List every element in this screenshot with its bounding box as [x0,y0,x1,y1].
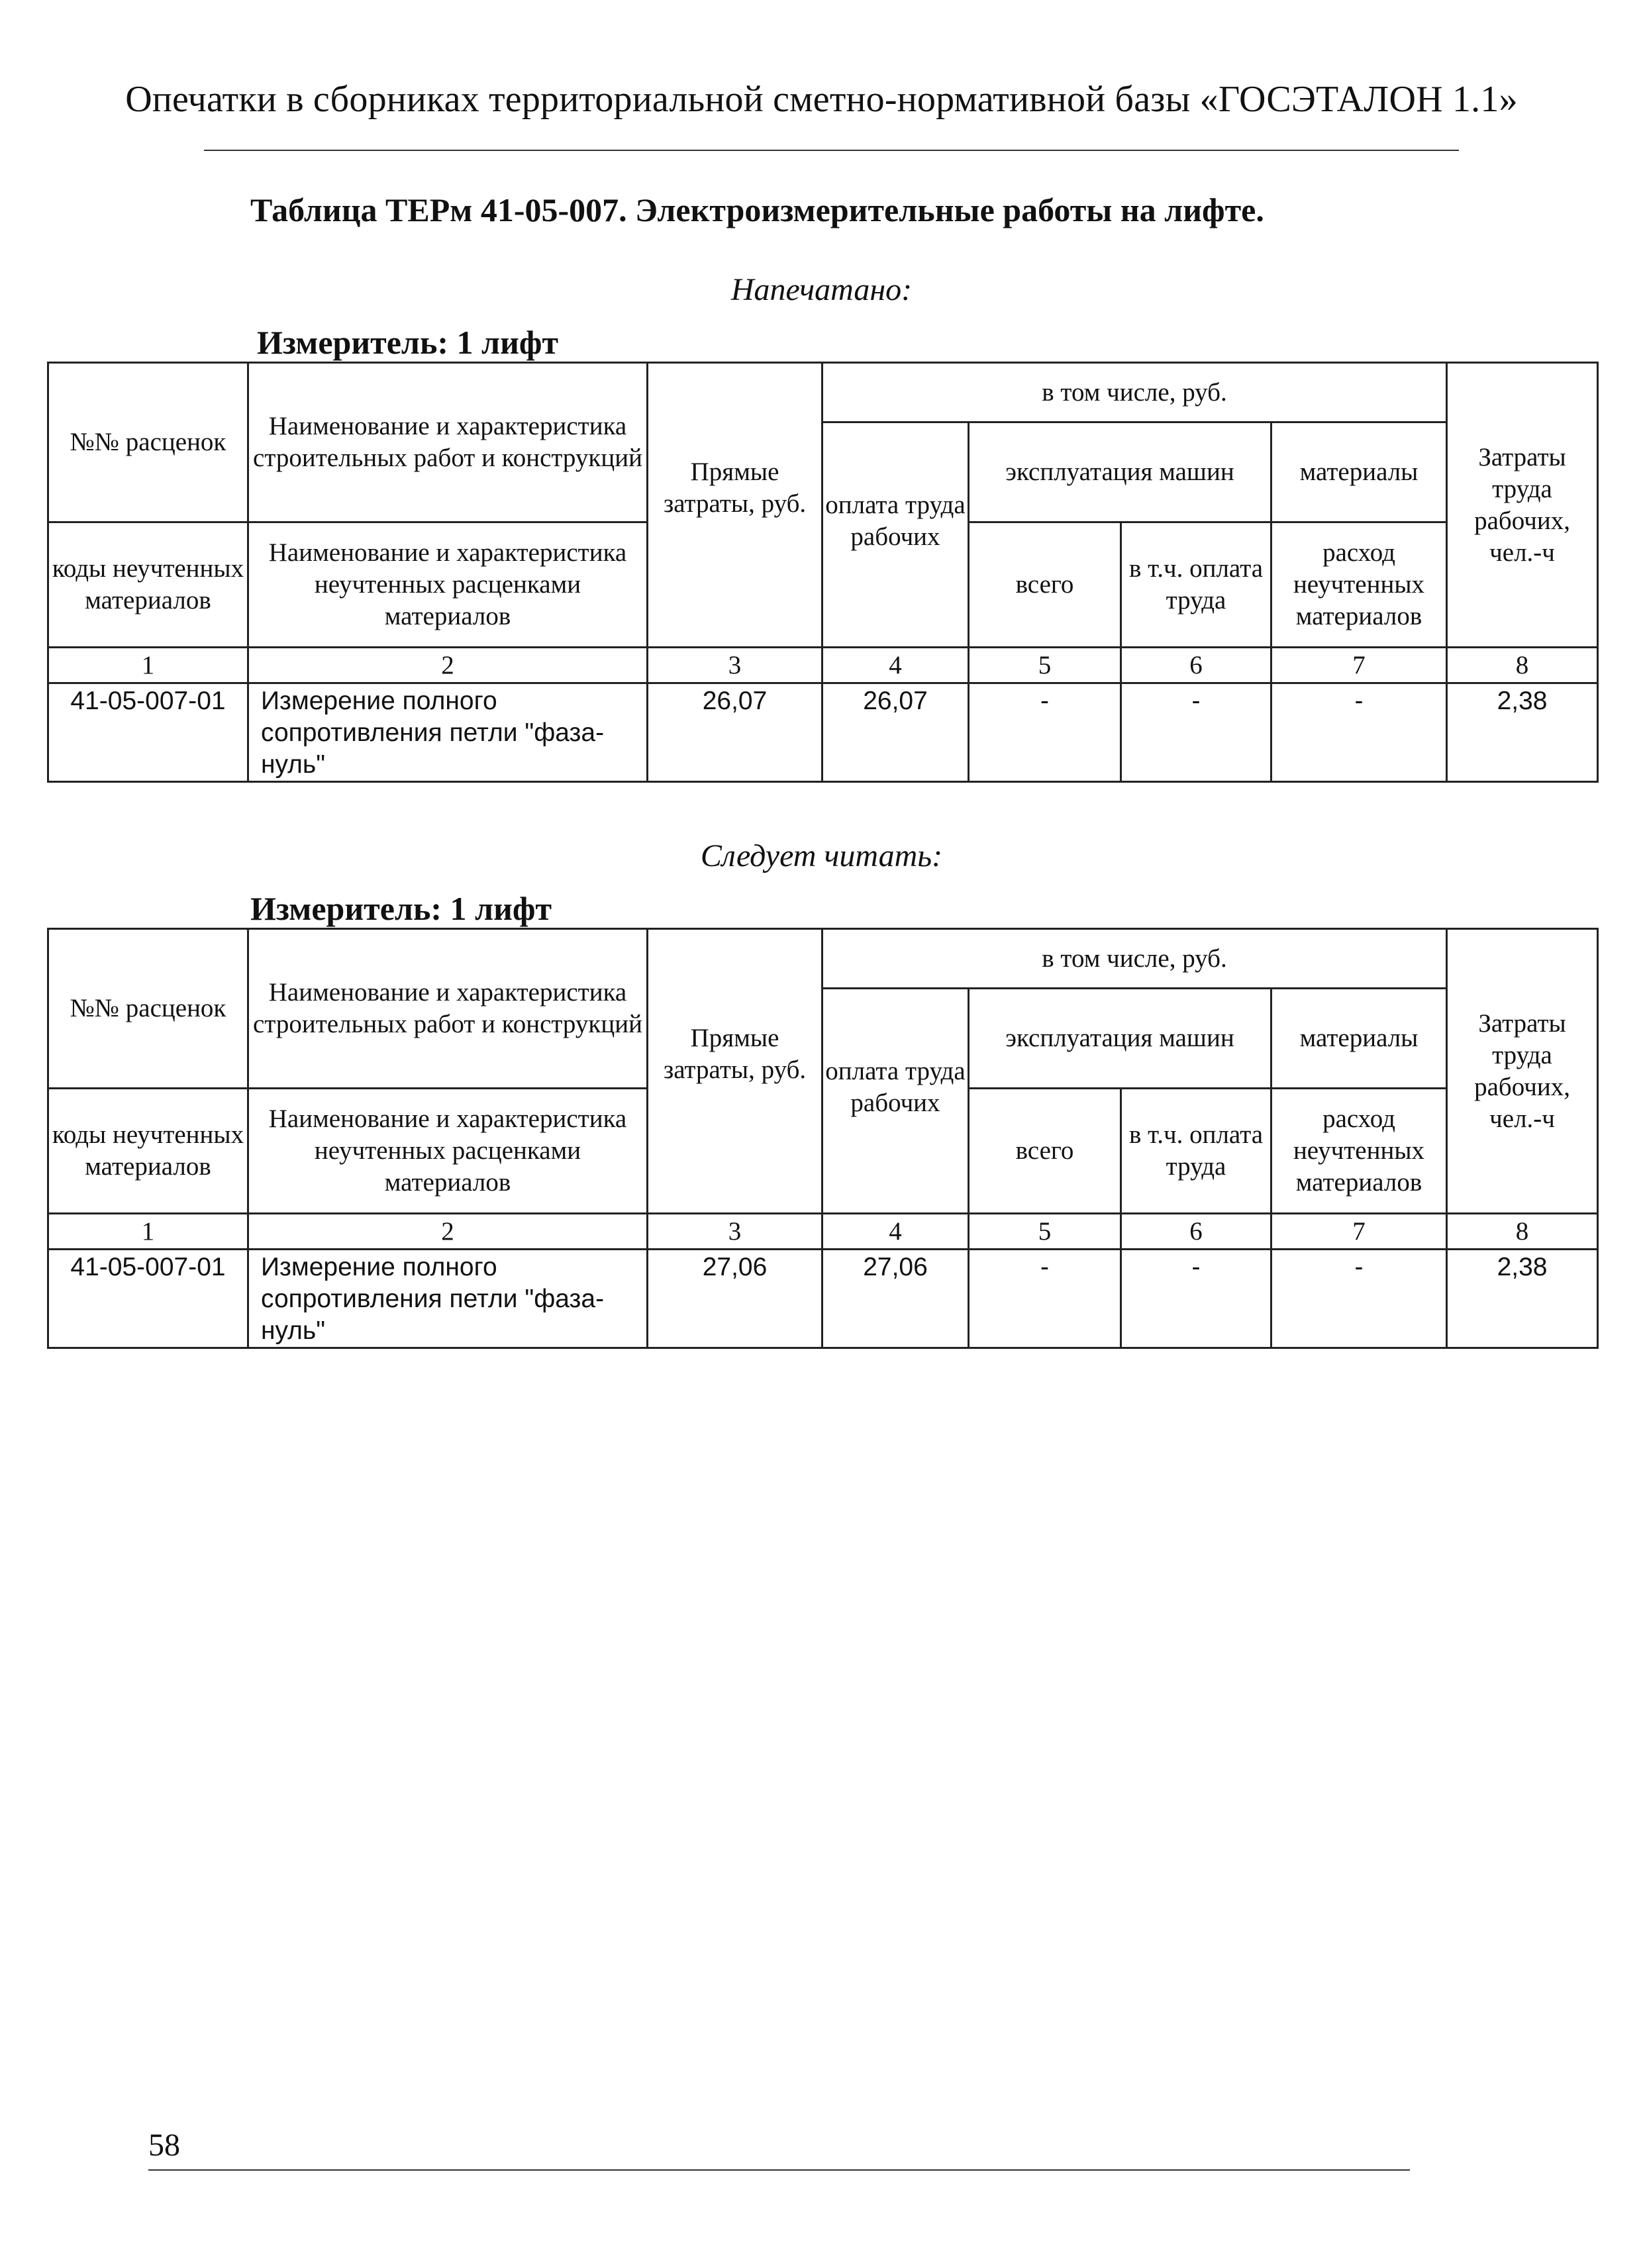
work-description: Измерение полного сопротивления петли "фаза-нуль" [248,1250,648,1348]
column-number: 3 [648,648,822,683]
col-unaccounted-use-header: расход неучтенных материалов [1271,522,1447,648]
column-number: 5 [969,1214,1121,1250]
col-unaccounted-name-header: Наименование и характеристика неучтенных расценками материалов [248,1089,648,1214]
header-divider [204,150,1459,151]
col-rate-no-header: №№ расценок [48,929,248,1089]
direct-costs-value: 27,06 [648,1250,822,1348]
col-total-header: всего [969,1089,1121,1214]
col-labor-pay-header: оплата труда рабочих [822,989,969,1214]
col-materials-header: материалы [1271,989,1447,1089]
col-including-header: в том числе, руб. [822,929,1447,989]
table-title: Таблица ТЕРм 41-05-007. Электроизмерительные работы на лифте. [250,191,1264,228]
col-work-name-header: Наименование и характеристика строительных работ и конструкций [248,929,648,1089]
column-number: 7 [1271,648,1447,683]
col-total-header: всего [969,522,1121,648]
col-rate-no-header: №№ расценок [48,363,248,522]
column-number: 4 [822,1214,969,1250]
machines-total-value: - [969,683,1121,782]
col-incl-labor-header: в т.ч. оплата труда [1121,522,1271,648]
materials-value: - [1271,683,1447,782]
direct-costs-value: 26,07 [648,683,822,782]
page-number: 58 [148,2128,180,2163]
column-number: 3 [648,1214,822,1250]
col-materials-header: материалы [1271,422,1447,522]
col-incl-labor-header: в т.ч. оплата труда [1121,1089,1271,1214]
col-unaccounted-codes-header: коды неучтенных материалов [48,522,248,648]
labor-costs-value: 2,38 [1447,1250,1598,1348]
labor-pay-value: 26,07 [822,683,969,782]
corrected-table [47,928,1599,1349]
col-machine-ops-header: эксплуатация машин [969,422,1271,522]
column-number: 2 [248,1214,648,1250]
labor-costs-value: 2,38 [1447,683,1598,782]
col-unaccounted-use-header: расход неучтенных материалов [1271,1089,1447,1214]
corrected-label: Следует читать: [700,838,943,873]
col-direct-costs-header: Прямые затраты, руб. [648,929,822,1214]
col-unaccounted-codes-header: коды неучтенных материалов [48,1089,248,1214]
corrected-measurer: Измеритель: 1 лифт [250,891,552,930]
labor-pay-value: 27,06 [822,1250,969,1348]
column-number: 7 [1271,1214,1447,1250]
column-number: 6 [1121,648,1271,683]
machines-pay-value: - [1121,683,1271,782]
col-including-header: в том числе, руб. [822,363,1447,422]
work-description: Измерение полного сопротивления петли "фаза-нуль" [248,683,648,782]
column-number: 1 [48,648,248,683]
machines-total-value: - [969,1250,1121,1348]
materials-value: - [1271,1250,1447,1348]
rate-code: 41-05-007-01 [48,683,248,782]
printed-label: Напечатано: [730,272,913,307]
col-labor-costs-header: Затраты труда рабочих, чел.-ч [1447,929,1598,1214]
column-number: 5 [969,648,1121,683]
column-number: 6 [1121,1214,1271,1250]
col-machine-ops-header: эксплуатация машин [969,989,1271,1089]
col-labor-pay-header: оплата труда рабочих [822,422,969,648]
rate-code: 41-05-007-01 [48,1250,248,1348]
column-number: 1 [48,1214,248,1250]
printed-table [47,362,1599,783]
column-number: 2 [248,648,648,683]
document-header: Опечатки в сборниках территориальной сметно-нормативной базы «ГОСЭТАЛОН 1.1» [125,79,1518,120]
table-row [48,1250,1598,1348]
column-number: 8 [1447,648,1598,683]
column-number: 8 [1447,1214,1598,1250]
machines-pay-value: - [1121,1250,1271,1348]
col-direct-costs-header: Прямые затраты, руб. [648,363,822,648]
table-row [48,683,1598,782]
column-number: 4 [822,648,969,683]
col-work-name-header: Наименование и характеристика строительных работ и конструкций [248,363,648,522]
footer-divider [148,2169,1410,2171]
printed-measurer: Измеритель: 1 лифт [257,325,558,364]
col-labor-costs-header: Затраты труда рабочих, чел.-ч [1447,363,1598,648]
col-unaccounted-name-header: Наименование и характеристика неучтенных расценками материалов [248,522,648,648]
